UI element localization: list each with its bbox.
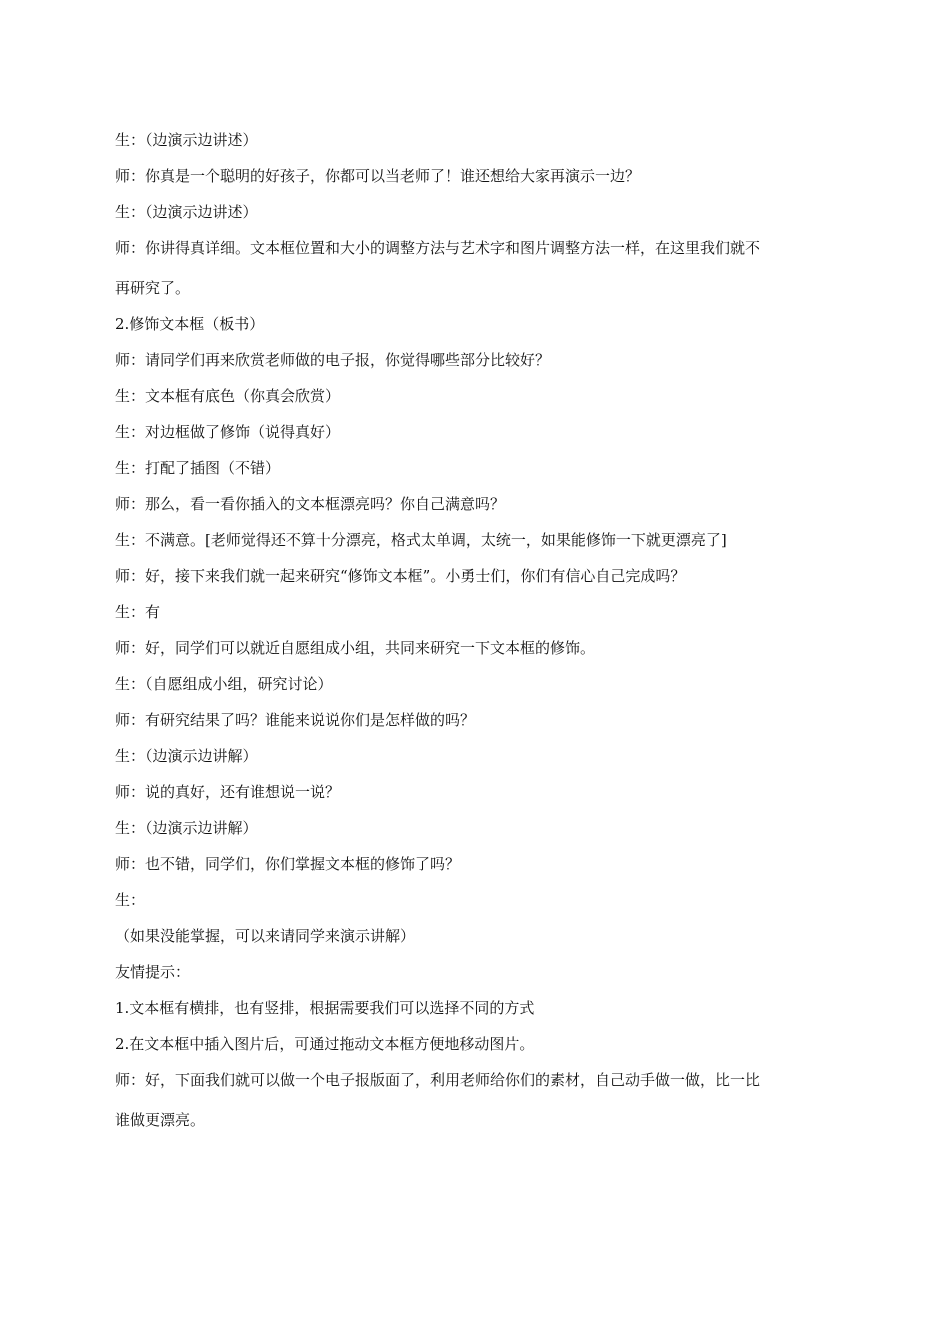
text-line: 生：（边演示边讲述） xyxy=(115,131,258,149)
text-line: 生：文本框有底色（你真会欣赏） xyxy=(115,387,341,405)
text-line: 生：（边演示边讲解） xyxy=(115,747,258,765)
document-body xyxy=(115,122,840,1138)
section-heading: 2.修饰文本框（板书） xyxy=(115,315,265,333)
text-line: 再研究了。 xyxy=(115,279,191,297)
text-line: 师：请同学们再来欣赏老师做的电子报，你觉得哪些部分比较好？ xyxy=(115,351,551,369)
tips-heading: 友情提示： xyxy=(115,963,191,981)
text-line: 生：打配了插图（不错） xyxy=(115,459,281,477)
text-line: （如果没能掌握，可以来请同学来演示讲解） xyxy=(115,927,416,945)
text-line: 生：（边演示边讲述） xyxy=(115,203,258,221)
text-line: 生：不满意。[老师觉得还不算十分漂亮，格式太单调，太统一，如果能修饰一下就更漂亮了] xyxy=(115,531,727,549)
text-line: 师：你讲得真详细。文本框位置和大小的调整方法与艺术字和图片调整方法一样，在这里我们就不 xyxy=(115,239,761,257)
tip-item: 1.文本框有横排，也有竖排，根据需要我们可以选择不同的方式 xyxy=(115,999,535,1017)
text-line: 师：好，同学们可以就近自愿组成小组，共同来研究一下文本框的修饰。 xyxy=(115,639,596,657)
text-line: 师：那么，看一看你插入的文本框漂亮吗？你自己满意吗？ xyxy=(115,495,506,513)
text-line: 生：对边框做了修饰（说得真好） xyxy=(115,423,341,441)
text-line: 师：好，下面我们就可以做一个电子报版面了，利用老师给你们的素材，自己动手做一做，比一比 xyxy=(115,1071,761,1089)
text-line: 生： xyxy=(115,891,146,909)
text-line: 师：有研究结果了吗？谁能来说说你们是怎样做的吗？ xyxy=(115,711,476,729)
tip-item: 2.在文本框中插入图片后，可通过拖动文本框方便地移动图片。 xyxy=(115,1035,535,1053)
text-line: 师：也不错，同学们，你们掌握文本框的修饰了吗？ xyxy=(115,855,461,873)
text-line: 师：你真是一个聪明的好孩子，你都可以当老师了！谁还想给大家再演示一边？ xyxy=(115,167,641,185)
text-line: 生：（自愿组成小组，研究讨论） xyxy=(115,675,333,693)
text-line: 谁做更漂亮。 xyxy=(115,1111,206,1129)
text-line: 生：有 xyxy=(115,603,161,621)
text-line: 生：（边演示边讲解） xyxy=(115,819,258,837)
text-line: 师：说的真好，还有谁想说一说？ xyxy=(115,783,341,801)
text-line: 师：好，接下来我们就一起来研究“修饰文本框”。小勇士们，你们有信心自己完成吗？ xyxy=(115,567,686,585)
